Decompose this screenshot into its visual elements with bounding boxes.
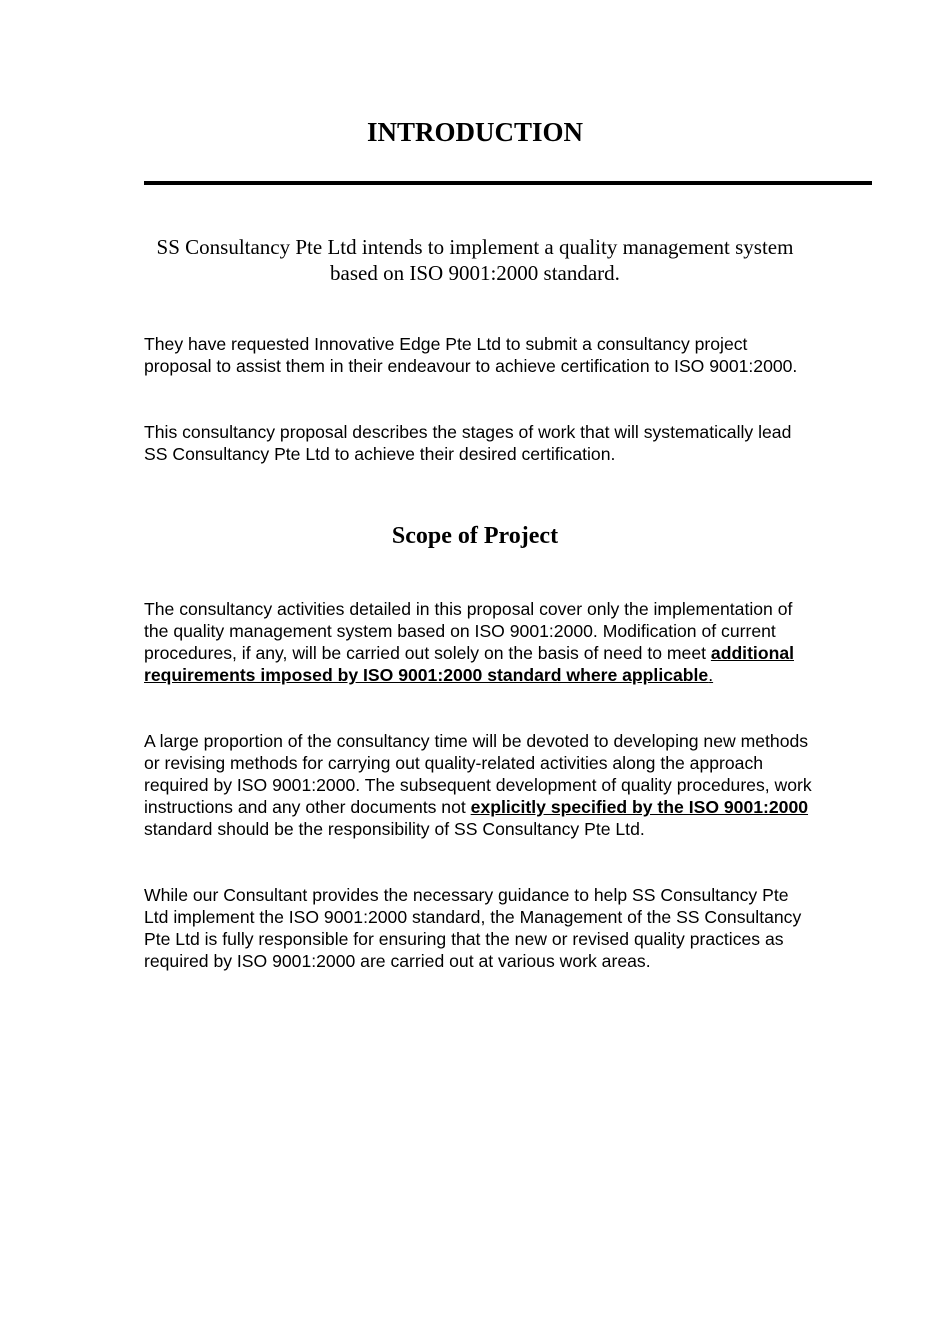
lead-statement: SS Consultancy Pte Ltd intends to implement a quality management system based on ISO 9001:2000 standard. [156,235,794,285]
scope-paragraph-activities [144,598,816,686]
scope-paragraph-consultancy-time-tail: standard should be the responsibility of SS Consultancy Pte Ltd. [144,819,645,839]
scope-emphasis-requirements: additional requirements imposed by ISO 9001:2000 standard where applicable [144,643,794,685]
page-title: INTRODUCTION [366,117,584,147]
scope-heading: Scope of Project [391,523,559,549]
title-divider [144,181,872,185]
scope-paragraph-consultancy-time [144,730,816,840]
scope-paragraph-activities-tail: . [708,665,714,685]
scope-emphasis-specified: explicitly specified by the ISO 9001:2000 [470,797,809,817]
scope-paragraph-responsibility: While our Consultant provides the necessary guidance to help SS Consultancy Pte Ltd implement the ISO 9001:2000 standard, the Management of the SS Consultancy Pte Ltd is fully responsible for ensuring that the new or revised quality practices as required by ISO 9001:2000 are carried out at various work areas. [144,885,802,971]
scope-paragraph-consultancy-time-text: A large proportion of the consultancy time will be devoted to developing new methods or revising methods for carrying out quality-related activities along the approach required by ISO 9001:2000. The subsequent development of quality procedures, work instructions and any other documents not [144,731,812,817]
intro-paragraph-request: They have requested Innovative Edge Pte Ltd to submit a consultancy project proposal to assist them in their endeavour to achieve certification to ISO 9001:2000. [144,334,798,376]
intro-paragraph-proposal: This consultancy proposal describes the stages of work that will systematically lead SS Consultancy Pte Ltd to achieve their desired certification. [144,422,792,464]
scope-paragraph-activities-text: The consultancy activities detailed in this proposal cover only the implementation of the quality management system based on ISO 9001:2000. Modification of current procedures, if any, will be carried out solely on the basis of need to meet [144,599,793,663]
